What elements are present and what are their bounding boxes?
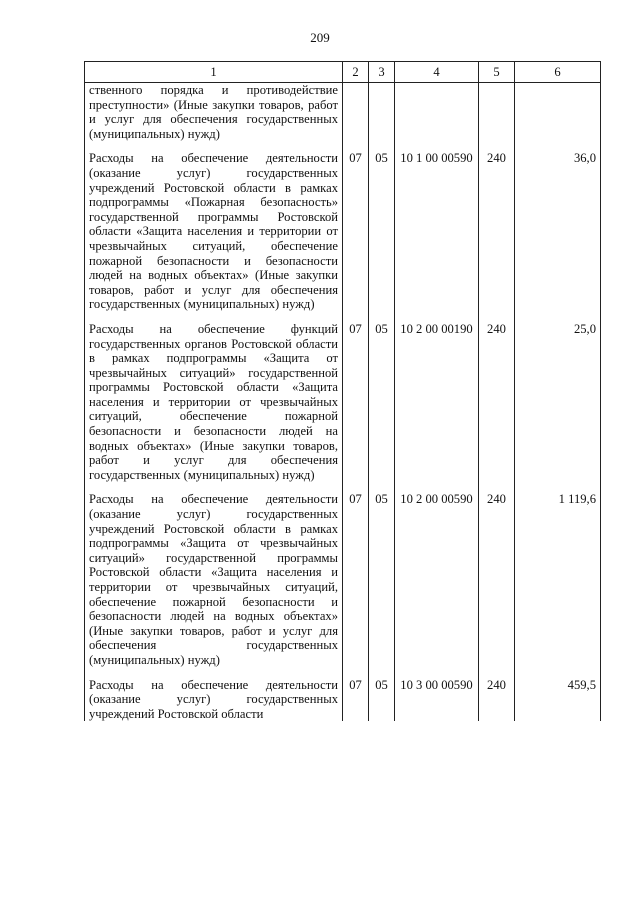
amount-cell: 459,5 (515, 678, 601, 722)
section-cell: 07 (343, 322, 369, 493)
section-cell: 07 (343, 678, 369, 722)
subsection-cell: 05 (369, 322, 395, 493)
expense-type-cell (479, 83, 515, 152)
header-col-2: 2 (343, 62, 369, 83)
description-cell: Расходы на обеспечение деятельности (оказание услуг) государственных учреждений Ростовской области (85, 678, 343, 722)
expense-type-cell: 240 (479, 322, 515, 493)
target-article-cell: 10 2 00 00190 (395, 322, 479, 493)
description-cell: Расходы на обеспечение деятельности (оказание услуг) государственных учреждений Ростовской области в рамках подпрограммы «Пожарная безопасность» государственной программы Ростовской области «Защита населения и территории от чрезвычайных ситуаций, обеспечение пожарной безопасности и безопасности людей на водных объектах» (Иные закупки товаров, работ и услуг для обеспечения государственных (муниципальных) нужд) (85, 151, 343, 322)
subsection-cell (369, 83, 395, 152)
description-cell: Расходы на обеспечение функций государственных органов Ростовской области в рамках подпрограммы «Защита от чрезвычайных ситуаций» государственной программы Ростовской области «Защита населения и территории от чрезвычайных ситуаций, обеспечение пожарной безопасности и безопасности людей на водных объектах» (Иные закупки товаров, работ и услуг для обеспечения государственных (муниципальных) нужд) (85, 322, 343, 493)
expense-type-cell: 240 (479, 492, 515, 677)
target-article-cell (395, 83, 479, 152)
table-row (85, 322, 601, 493)
table-row (85, 83, 601, 152)
amount-cell: 25,0 (515, 322, 601, 493)
section-cell: 07 (343, 151, 369, 322)
subsection-cell: 05 (369, 492, 395, 677)
table-row (85, 151, 601, 322)
table-row (85, 492, 601, 677)
target-article-cell: 10 3 00 00590 (395, 678, 479, 722)
header-col-6: 6 (515, 62, 601, 83)
subsection-cell: 05 (369, 151, 395, 322)
page-number: 209 (310, 30, 330, 45)
expense-type-cell: 240 (479, 151, 515, 322)
header-col-4: 4 (395, 62, 479, 83)
section-cell: 07 (343, 492, 369, 677)
description-cell: Расходы на обеспечение деятельности (оказание услуг) государственных учреждений Ростовской области в рамках подпрограммы «Защита от чрезвычайных ситуаций» государственной программы Ростовской области «Защита населения и территории от чрезвычайных ситуаций, обеспечение пожарной безопасности и безопасности людей на водных объектах» (Иные закупки товаров, работ и услуг для обеспечения государственных (муниципальных) нужд) (85, 492, 343, 677)
budget-table (84, 61, 601, 721)
description-cell: ственного порядка и противодействие преступности» (Иные закупки товаров, работ и услуг для обеспечения государственных (муниципальных) нужд) (85, 83, 343, 152)
section-cell (343, 83, 369, 152)
header-col-5: 5 (479, 62, 515, 83)
header-col-3: 3 (369, 62, 395, 83)
target-article-cell: 10 2 00 00590 (395, 492, 479, 677)
expense-type-cell: 240 (479, 678, 515, 722)
subsection-cell: 05 (369, 678, 395, 722)
table-row (85, 678, 601, 722)
header-row (85, 62, 601, 83)
target-article-cell: 10 1 00 00590 (395, 151, 479, 322)
amount-cell: 36,0 (515, 151, 601, 322)
header-col-1: 1 (85, 62, 343, 83)
amount-cell: 1 119,6 (515, 492, 601, 677)
amount-cell (515, 83, 601, 152)
